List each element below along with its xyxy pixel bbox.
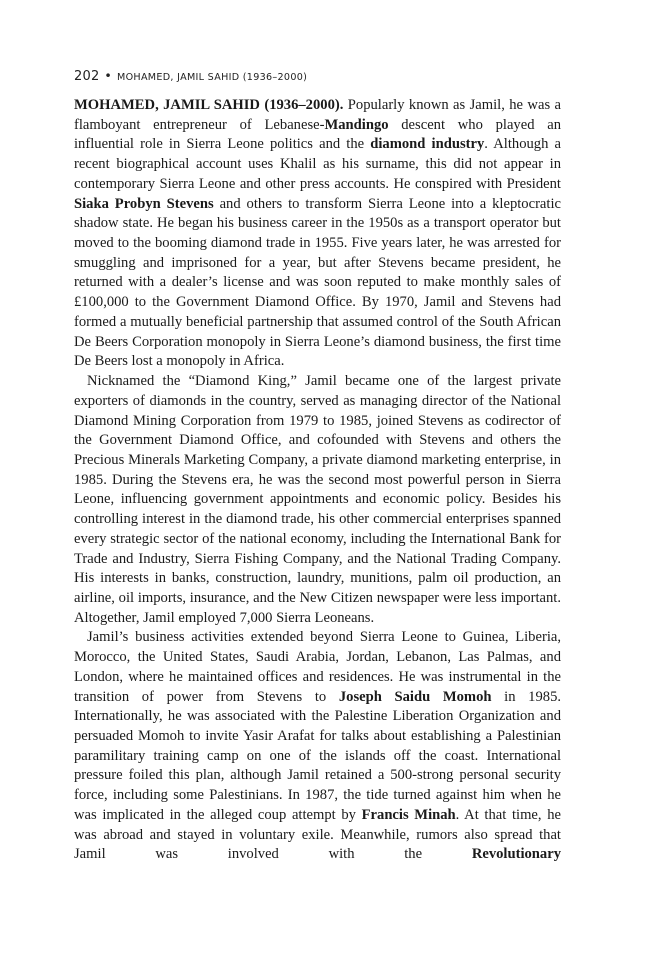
text-run: in 1985. Internationally, he was associated with the Palestine Liberation Organization and persuaded Momoh to invite Yasir Arafat for talks about establishing a Palestinian paramilitary training camp on one of the islands off the coast. International pressure foiled this plan, although Jamil retained a 500-strong personal security force, including some Palestinians. In 1987, the tide turned against him when he was implicated in the alleged coup attempt by — [74, 688, 562, 823]
text-run: . At that time, he was abroad and stayed in voluntary exile. Meanwhile, rumors also spread that Jamil was involved with the — [74, 806, 561, 863]
text-run: descent who played an influential role in Sierra Leone politics and the — [74, 116, 561, 153]
text-run: . Although a recent biographical account uses Khalil as his surname, this did not appear in contemporary Sierra Leone and other press accounts. He conspired with President — [74, 136, 561, 192]
running-title: MOHAMED, JAMIL SAHID (1936–2000) — [117, 72, 308, 83]
text-run: Popularly known as Jamil, he was a flamboyant entrepreneur of Lebanese- — [74, 97, 561, 133]
paragraph-runs — [74, 629, 561, 862]
bold-cross-reference: Mandingo — [324, 116, 389, 133]
page-number: 202 — [74, 69, 100, 84]
header-bullet: • — [104, 68, 112, 83]
text-run: and others to transform Sierra Leone into a kleptocratic shadow state. He began his business career in the 1950s as a transport operator but moved to the booming diamond trade in 1955. Five years later, he was arrested for smuggling and imprisoned for a year, but after Stevens became president, he returned with a dealer’s license and was soon reputed to make monthly sales of £100,000 to the Government Diamond Office. By 1970, Jamil and Stevens had formed a mutually beneficial partnership that assumed control of the South African De Beers Corporation monopoly in Sierra Leone’s diamond business, the first time De Beers lost a monopoly in Africa. — [74, 195, 561, 370]
bold-cross-reference: Revolutionary — [471, 846, 561, 863]
text-run: Jamil’s business activities extended beyond Sierra Leone to Guinea, Liberia, Morocco, the United States, Saudi Arabia, Jordan, Lebanon, Las Palmas, and London, where he maintained offices and residences. He was instrumental in the transition of power from Stevens to — [74, 629, 561, 705]
bold-cross-reference: Siaka Probyn Stevens — [74, 195, 214, 212]
bold-cross-reference: Joseph Saidu Momoh — [338, 688, 492, 705]
entry-paragraph — [74, 372, 561, 628]
running-header — [74, 68, 307, 84]
entry-headword: MOHAMED, JAMIL SAHID (1936–2000). — [74, 97, 344, 113]
paragraph-runs — [74, 373, 561, 626]
entry-paragraph — [74, 96, 561, 372]
paragraph-runs — [74, 97, 561, 369]
bold-cross-reference: diamond industry — [370, 136, 485, 153]
entry-paragraph — [74, 628, 561, 865]
text-run: Nicknamed the “Diamond King,” Jamil became one of the largest private exporters of diamonds in the country, served as managing director of the National Diamond Mining Corporation from 1979 to 1985, joined Stevens as codirector of the Government Diamond Office, and cofounded with Stevens and others the Precious Minerals Marketing Company, a private diamond marketing enterprise, in 1985. During the Stevens era, he was the second most powerful person in Sierra Leone, influencing government appointments and economic policy. Besides his controlling interest in the diamond trade, his other commercial enterprises spanned every strategic sector of the national economy, including the International Bank for Trade and Industry, Sierra Fishing Company, and the National Trading Company. His interests in banks, construction, laundry, munitions, palm oil production, an airline, oil imports, insurance, and the New Citizen newspaper were less important. Altogether, Jamil employed 7,000 Sierra Leoneans. — [74, 373, 561, 626]
entry-body — [74, 96, 561, 865]
bold-cross-reference: Francis Minah — [361, 806, 456, 823]
